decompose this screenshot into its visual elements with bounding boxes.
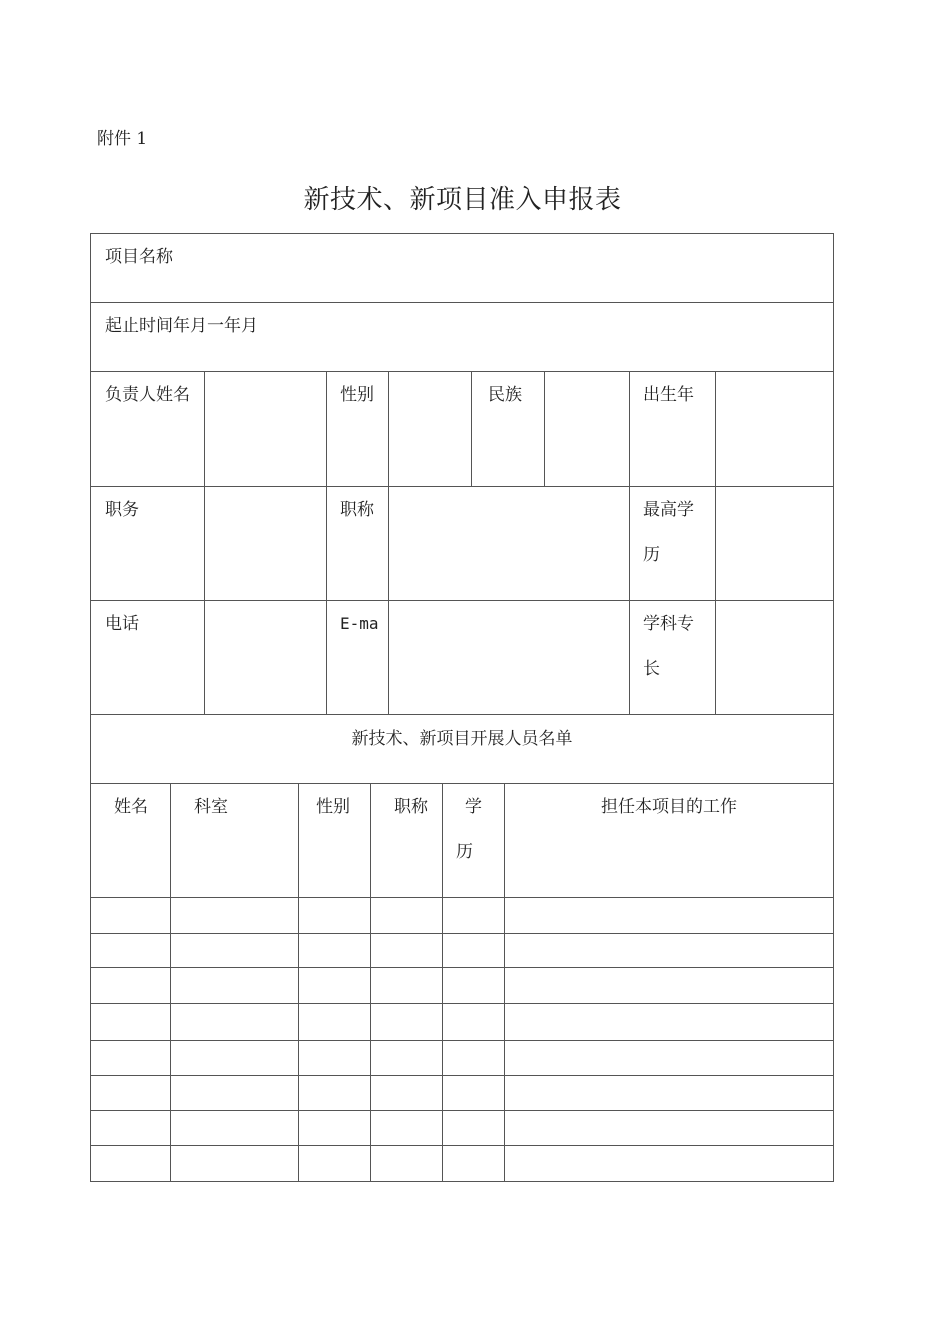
- staff-cell-role[interactable]: [505, 1004, 833, 1040]
- title-label: 职称: [340, 500, 374, 520]
- form-title: 新技术、新项目准入申报表: [303, 185, 622, 215]
- position-label: 职务: [105, 500, 139, 520]
- staff-cell-title[interactable]: [371, 1111, 442, 1145]
- staff-cell-title[interactable]: [371, 1146, 442, 1181]
- phone-label: 电话: [105, 614, 139, 634]
- staff-cell-education[interactable]: [443, 934, 504, 967]
- staff-cell-role[interactable]: [505, 1076, 833, 1110]
- staff-cell-role[interactable]: [505, 1111, 833, 1145]
- col-header-education: 学: [465, 797, 482, 817]
- staff-cell-gender[interactable]: [299, 1111, 370, 1145]
- gender-label: 性别: [340, 385, 374, 405]
- staff-cell-education[interactable]: [443, 1004, 504, 1040]
- staff-cell-education[interactable]: [443, 1146, 504, 1181]
- staff-cell-name[interactable]: [91, 898, 170, 933]
- ethnicity-label: 民族: [488, 385, 522, 405]
- staff-cell-name[interactable]: [91, 1004, 170, 1040]
- staff-cell-role[interactable]: [505, 898, 833, 933]
- email-label: E-ma: [340, 614, 379, 633]
- col-header-role: 担任本项目的工作: [601, 797, 737, 817]
- staff-cell-gender[interactable]: [299, 1076, 370, 1110]
- staff-cell-gender[interactable]: [299, 898, 370, 933]
- staff-cell-title[interactable]: [371, 1041, 442, 1075]
- staff-cell-name[interactable]: [91, 1111, 170, 1145]
- project-name-label: 项目名称: [105, 247, 173, 267]
- staff-cell-name[interactable]: [91, 934, 170, 967]
- staff-cell-education[interactable]: [443, 898, 504, 933]
- period-label: 起止时间年月一年月: [105, 316, 258, 336]
- staff-cell-department[interactable]: [171, 1041, 298, 1075]
- staff-cell-title[interactable]: [371, 968, 442, 1003]
- staff-cell-education[interactable]: [443, 1111, 504, 1145]
- staff-cell-title[interactable]: [371, 1076, 442, 1110]
- staff-cell-title[interactable]: [371, 934, 442, 967]
- col-header-education-cont: 历: [456, 842, 473, 862]
- staff-cell-name[interactable]: [91, 968, 170, 1003]
- birth-year-label: 出生年: [643, 385, 694, 405]
- staff-section-heading: 新技术、新项目开展人员名单: [351, 729, 573, 749]
- col-header-name: 姓名: [114, 797, 148, 817]
- specialty-label-cont: 长: [643, 659, 660, 679]
- staff-cell-department[interactable]: [171, 968, 298, 1003]
- staff-cell-role[interactable]: [505, 1041, 833, 1075]
- staff-cell-title[interactable]: [371, 1004, 442, 1040]
- staff-cell-education[interactable]: [443, 1076, 504, 1110]
- staff-cell-title[interactable]: [371, 898, 442, 933]
- staff-cell-department[interactable]: [171, 1004, 298, 1040]
- staff-cell-role[interactable]: [505, 1146, 833, 1181]
- specialty-label: 学科专: [643, 614, 694, 634]
- col-header-title: 职称: [394, 797, 428, 817]
- highest-education-label: 最高学: [643, 500, 694, 520]
- col-header-department: 科室: [194, 797, 228, 817]
- highest-education-label-cont: 历: [643, 545, 660, 565]
- staff-cell-education[interactable]: [443, 1041, 504, 1075]
- staff-cell-department[interactable]: [171, 898, 298, 933]
- staff-cell-education[interactable]: [443, 968, 504, 1003]
- staff-cell-name[interactable]: [91, 1146, 170, 1181]
- staff-cell-role[interactable]: [505, 934, 833, 967]
- attachment-label: 附件 1: [97, 129, 148, 149]
- leader-name-label: 负责人姓名: [105, 385, 190, 405]
- staff-cell-gender[interactable]: [299, 934, 370, 967]
- staff-cell-name[interactable]: [91, 1076, 170, 1110]
- staff-cell-department[interactable]: [171, 1076, 298, 1110]
- staff-cell-name[interactable]: [91, 1041, 170, 1075]
- staff-cell-department[interactable]: [171, 1146, 298, 1181]
- staff-cell-gender[interactable]: [299, 1004, 370, 1040]
- staff-cell-department[interactable]: [171, 934, 298, 967]
- staff-cell-department[interactable]: [171, 1111, 298, 1145]
- staff-cell-gender[interactable]: [299, 1146, 370, 1181]
- staff-cell-gender[interactable]: [299, 968, 370, 1003]
- staff-cell-role[interactable]: [505, 968, 833, 1003]
- staff-cell-gender[interactable]: [299, 1041, 370, 1075]
- col-header-gender: 性别: [316, 797, 350, 817]
